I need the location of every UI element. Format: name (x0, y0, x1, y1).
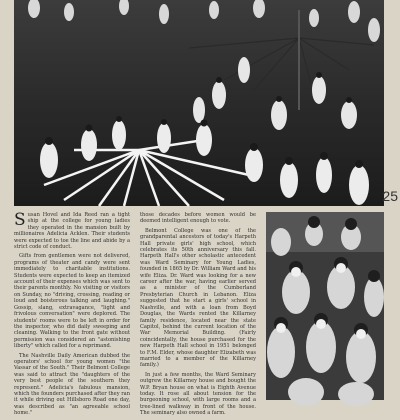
article-paragraph: Gifts from gentlemen were not delivered, programs of theater and candy were sent immediately to charitable institutions. Students were expected to keep an itemized account of their expenses which was sent to their parents monthly. No visiting or visitors on Sunday, no "driving, crossing, reading or loud and boisterous talking and laughing." Gossip, slang, extravagance, "light and frivolous conversation" were deplored. The students' rooms were to be left in order for the inspector, who did daily sweeping and cleaning. Walking to the front gate without permission was considered an "astonishing liberty" which called for a reprimand. (14, 253, 130, 350)
article-body (14, 210, 260, 417)
students-group-photo-image (266, 212, 384, 400)
article-paragraph (14, 212, 130, 250)
page-number: 25 (382, 188, 398, 204)
students-group-photo (266, 212, 384, 400)
article-column-1 (14, 212, 130, 420)
article-paragraph: those decades before women would be deemed intelligent enough to vote. (140, 212, 256, 225)
article-paragraph: The Nashville Daily American dubbed the operators' school for young women "the Vassar of the South." Their Belmont College was said to attract the "daughters of the very best people of the southern they represent." Adelicia's fabulous mansion, which the founders purchased after they ran it while driving out Hillsboro Road one day, was described as "an agreeable school home." (14, 352, 130, 417)
drop-cap: S (14, 210, 26, 230)
maypole-dance-photo-image (14, 0, 384, 206)
article-paragraph: In just a few months, the Ward Seminary outgrew the Killarney house and bought the W.P. Bryan house on what is Eighth Avenue today. It rose all about tension for the burgeoning school, with large rooms and a tree-lined walkway in front of the house. The seminary also owned a farm. (140, 371, 256, 417)
article-column-2 (140, 212, 256, 420)
article-paragraph: Belmont College was one of the grandparental ancestors of today's Harpeth Hall private girls' high school, which celebrates its 50th anniversary this fall. Harpeth Hall's other scholastic antecedent was Ward Seminary for Young Ladies, founded in 1865 by Dr. William Ward and his wife Eliza. Dr. Ward was looking for a new career after the war, having earlier served as a minister of the Cumberland Presbyterian Church in Lebanon. Eliza suggested that he start a girls' school in Nashville, and with a loan from Boyd Douglas, the Wards rented the Killarney family residence, located near the state Capitol, behind the current location of the War Memorial Building. (Fairly coincidentally, the house purchased for the new Harpeth Hall school in 1951 belonged to F.M. Elder, whose daughter Elizabeth was married to a member of the Killarney family.) (140, 227, 256, 369)
maypole-dance-photo (14, 0, 384, 206)
article-paragraph-text: usan Hovel and Ida Reed ran a tight ship at the college for young ladies they operated in the mansion built by millionaires Adelicia Acklen. Their students were expected to toe the line and abide by a strict code of conduct. (14, 212, 130, 251)
